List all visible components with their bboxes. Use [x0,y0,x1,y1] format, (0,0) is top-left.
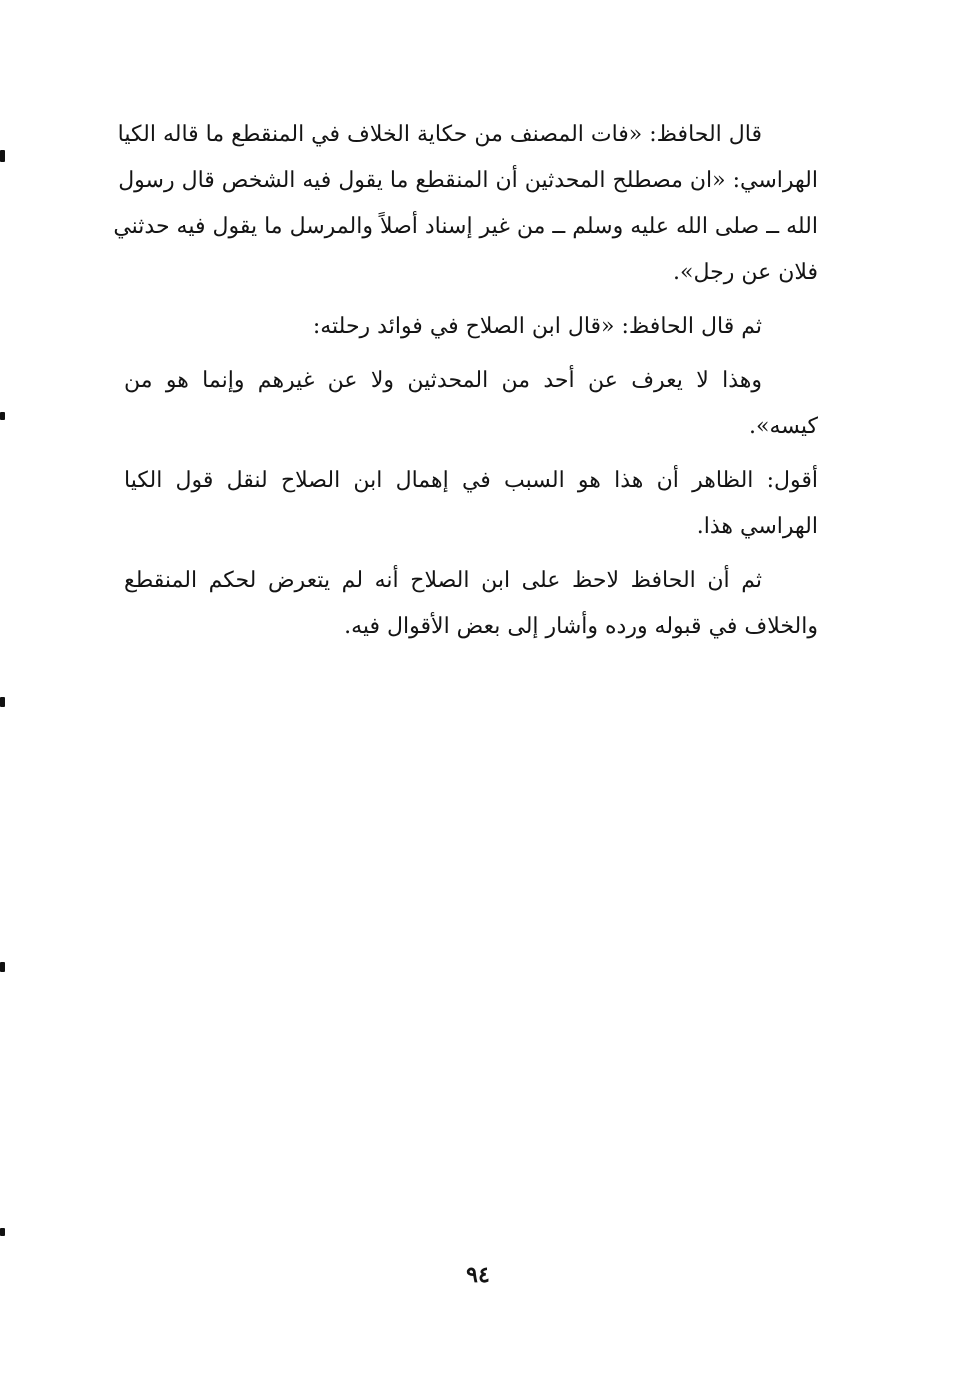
text-line: وهذا لا يعرف عن أحد من المحدثين ولا عن غيرهم وإنما هو من [124,368,762,393]
text-line: الهراسي: «ان مصطلح المحدثين أن المنقطع ما يقول فيه الشخص قال رسول [118,168,818,193]
scan-edge-mark [0,150,5,162]
text-line: والخلاف في قبوله ورده وأشار إلى بعض الأقوال فيه. [344,614,818,639]
paragraph-aqul [124,458,818,550]
scan-edge-mark [0,697,5,707]
paragraph-hafiz-quote [113,112,818,296]
scan-edge-mark [0,1228,5,1236]
scan-edge-mark [0,962,5,972]
text-line: فلان عن رجل». [673,260,818,285]
paragraph-not-known [124,358,818,450]
text-line: ثم قال الحافظ: «قال ابن الصلاح في فوائد رحلته: [312,314,762,339]
scan-edge-mark [0,412,5,420]
text-line: الهراسي هذا. [696,514,818,539]
paragraph-ibn-salah-rihla [124,304,818,350]
text-line: كيسه». [749,414,818,439]
page-number: ٩٤ [466,1262,490,1288]
body-text [113,112,818,658]
text-line: قال الحافظ: «فات المصنف من حكاية الخلاف في المنقطع ما قاله الكيا [117,122,762,147]
text-line: ثم أن الحافظ لاحظ على ابن الصلاح أنه لم يتعرض لحكم المنقطع [124,568,762,593]
text-line: أقول: الظاهر أن هذا هو السبب في إهمال ابن الصلاح لنقل قول الكيا [124,468,818,493]
paragraph-hafiz-remark [124,558,818,650]
text-line: الله ــ صلى الله عليه وسلم ــ من غير إسناد أصلاً والمرسل ما يقول فيه حدثني [113,214,818,239]
